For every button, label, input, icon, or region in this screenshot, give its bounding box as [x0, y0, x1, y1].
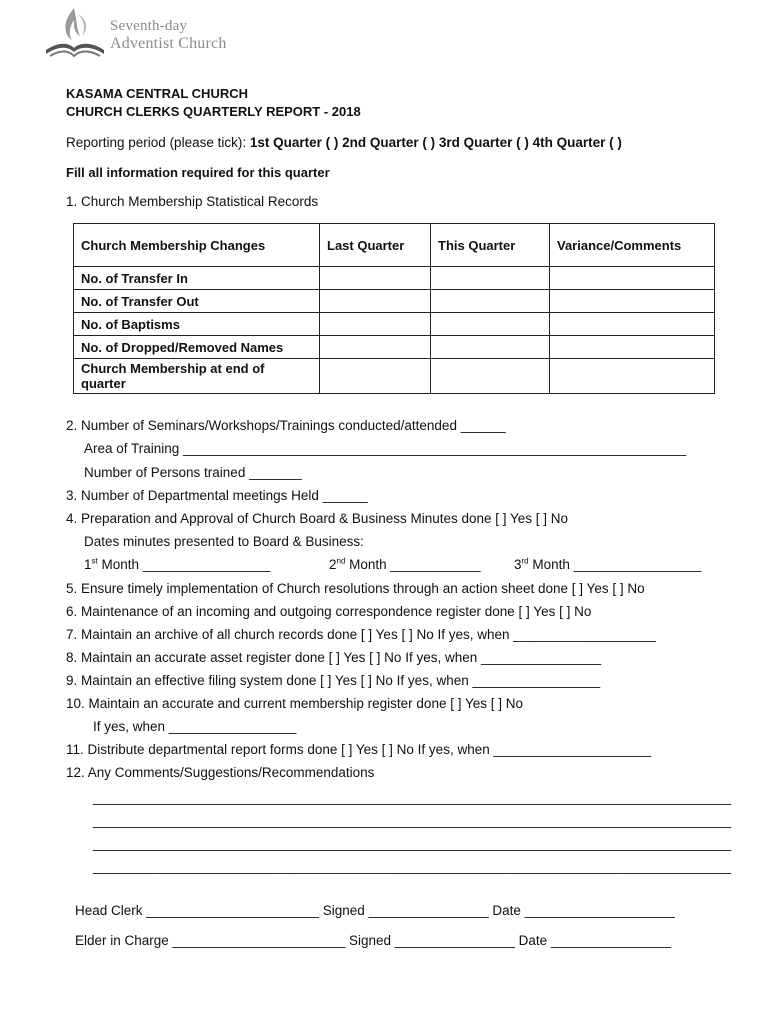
table-cell-input[interactable] [550, 336, 715, 359]
membership-table [73, 223, 715, 394]
second-month-field[interactable] [329, 557, 481, 572]
table-cell-input[interactable] [320, 290, 431, 313]
column-header: Church Membership Changes [74, 224, 320, 267]
column-header: This Quarter [431, 224, 550, 267]
month-label: Month ____________ [345, 557, 481, 572]
table-cell-input[interactable] [550, 359, 715, 394]
item-5-action-sheet[interactable]: 5. Ensure timely implementation of Church resolutions through an action sheet done [ ] Yes [ ] No [66, 581, 645, 596]
table-row [74, 359, 715, 394]
item-10-membership-register[interactable]: 10. Maintain an accurate and current membership register done [ ] Yes [ ] No [66, 696, 524, 711]
table-row [74, 290, 715, 313]
church-logo [44, 6, 259, 62]
third-month-field[interactable] [514, 557, 701, 572]
item-2-seminars[interactable]: 2. Number of Seminars/Workshops/Trainings conducted/attended ______ [66, 418, 506, 433]
table-cell-input[interactable] [320, 267, 431, 290]
logo-line-2: Adventist Church [110, 35, 227, 52]
comment-line[interactable]: _____________________________________________________________________________________ [93, 836, 732, 851]
row-label: No. of Transfer In [74, 267, 320, 290]
month-number: 3 [514, 557, 522, 572]
section-1-title: 1. Church Membership Statistical Records [66, 194, 319, 209]
table-row [74, 313, 715, 336]
item-11-report-forms[interactable]: 11. Distribute departmental report forms done [ ] Yes [ ] No If yes, when _____________________ [66, 742, 652, 757]
reporting-period-label: Reporting period (please tick): [66, 135, 247, 150]
ordinal-suffix: st [91, 556, 98, 566]
item-3-departmental-meetings[interactable]: 3. Number of Departmental meetings Held ______ [66, 488, 368, 503]
item-2-area-of-training[interactable]: Area of Training ___________________________________________________________________ [84, 441, 687, 456]
column-header: Last Quarter [320, 224, 431, 267]
item-10-if-yes[interactable]: If yes, when _________________ [93, 719, 297, 734]
column-header: Variance/Comments [550, 224, 715, 267]
first-month-field[interactable] [84, 557, 270, 572]
ordinal-suffix: rd [521, 556, 529, 566]
ordinal-suffix: nd [336, 556, 346, 566]
reporting-period-line [66, 135, 622, 150]
row-label: No. of Baptisms [74, 313, 320, 336]
table-cell-input[interactable] [550, 290, 715, 313]
item-9-filing-system[interactable]: 9. Maintain an effective filing system done [ ] Yes [ ] No If yes, when _________________ [66, 673, 601, 688]
item-7-archive[interactable]: 7. Maintain an archive of all church records done [ ] Yes [ ] No If yes, when ___________________ [66, 627, 656, 642]
item-4-board-minutes[interactable]: 4. Preparation and Approval of Church Board & Business Minutes done [ ] Yes [ ] No [66, 511, 569, 526]
row-label: Church Membership at end of quarter [74, 359, 320, 394]
table-cell-input[interactable] [431, 359, 550, 394]
month-number: 1 [84, 557, 92, 572]
table-cell-input[interactable] [431, 336, 550, 359]
table-row [74, 267, 715, 290]
logo-wordmark [110, 18, 227, 52]
table-cell-input[interactable] [431, 267, 550, 290]
item-4-dates-label: Dates minutes presented to Board & Business: [84, 534, 364, 549]
item-8-asset-register[interactable]: 8. Maintain an accurate asset register done [ ] Yes [ ] No If yes, when ________________ [66, 650, 602, 665]
item-2-persons-trained[interactable]: Number of Persons trained _______ [84, 465, 302, 480]
table-cell-input[interactable] [320, 359, 431, 394]
head-clerk-signature-line[interactable]: Head Clerk _______________________ Signed ________________ Date ____________________ [75, 903, 675, 918]
table-header-row [74, 224, 715, 267]
table-cell-input[interactable] [320, 336, 431, 359]
table-cell-input[interactable] [431, 290, 550, 313]
month-number: 2 [329, 557, 337, 572]
item-12-comments: 12. Any Comments/Suggestions/Recommendations [66, 765, 375, 780]
comment-line[interactable]: _____________________________________________________________________________________ [93, 859, 732, 874]
month-label: Month _________________ [97, 557, 271, 572]
instruction-text: Fill all information required for this quarter [66, 165, 330, 180]
comment-line[interactable]: _____________________________________________________________________________________ [93, 813, 732, 828]
table-row [74, 336, 715, 359]
table-cell-input[interactable] [431, 313, 550, 336]
elder-signature-line[interactable]: Elder in Charge _______________________ Signed ________________ Date ________________ [75, 933, 672, 948]
adventist-flame-bible-logo-icon [44, 6, 106, 60]
logo-line-1: Seventh-day [110, 18, 188, 34]
table-cell-input[interactable] [550, 267, 715, 290]
report-title: CHURCH CLERKS QUARTERLY REPORT - 2018 [66, 104, 361, 119]
comment-line[interactable]: _____________________________________________________________________________________ [93, 790, 732, 805]
table-cell-input[interactable] [550, 313, 715, 336]
table-cell-input[interactable] [320, 313, 431, 336]
quarter-options[interactable]: 1st Quarter ( ) 2nd Quarter ( ) 3rd Quarter ( ) 4th Quarter ( ) [249, 135, 622, 150]
month-label: Month _________________ [528, 557, 702, 572]
row-label: No. of Transfer Out [74, 290, 320, 313]
row-label: No. of Dropped/Removed Names [74, 336, 320, 359]
church-name: KASAMA CENTRAL CHURCH [66, 86, 248, 101]
item-6-correspondence-register[interactable]: 6. Maintenance of an incoming and outgoing correspondence register done [ ] Yes [ ] No [66, 604, 592, 619]
